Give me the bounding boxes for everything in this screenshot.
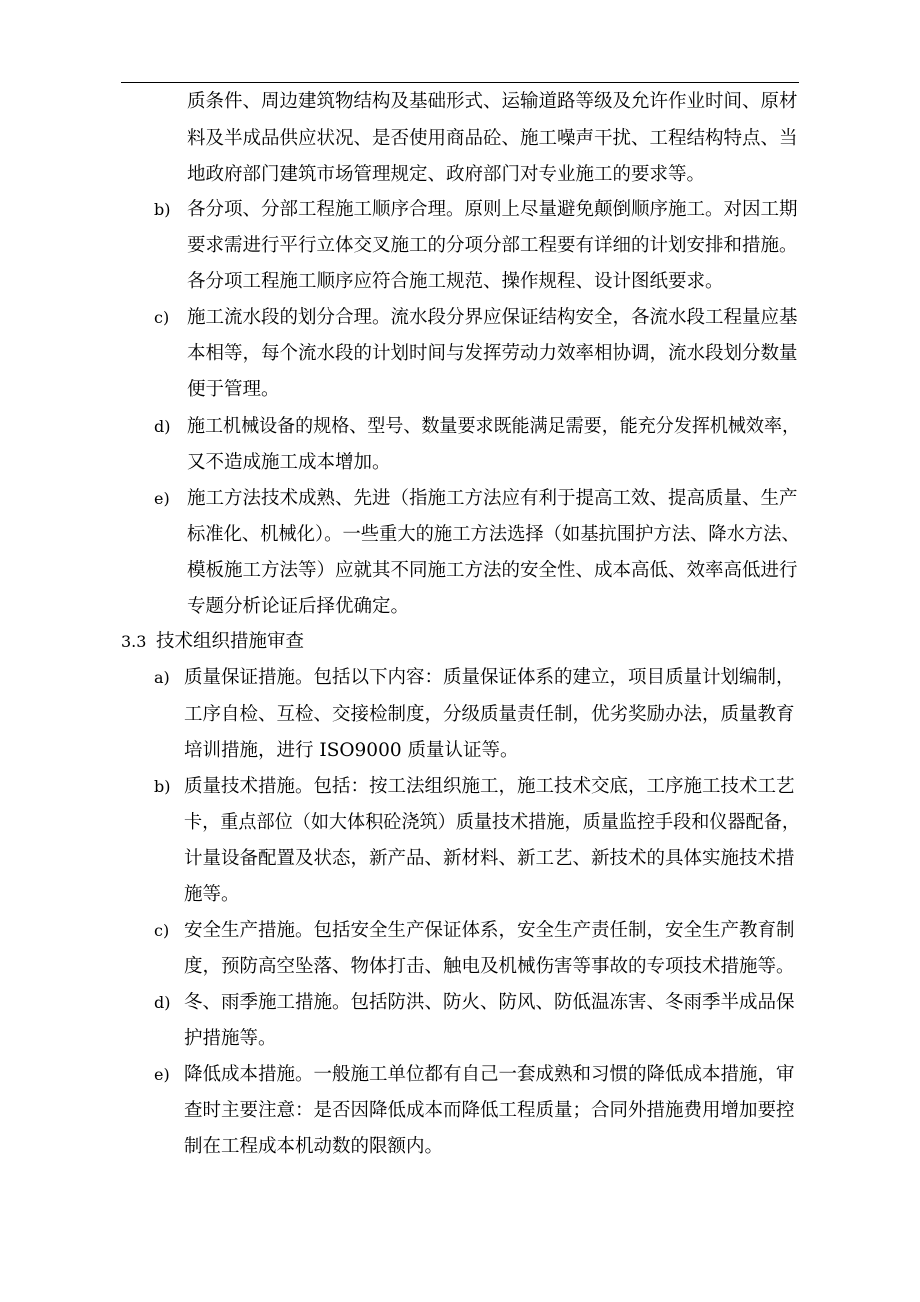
text-line: 质量保证措施。包括以下内容：质量保证体系的建立，项目质量计划编制，: [184, 667, 795, 688]
text-line: 冬、雨季施工措施。包括防洪、防火、防风、防低温冻害、冬雨季半成品保: [184, 992, 795, 1013]
text-line: 降低成本措施。一般施工单位都有自己一套成熟和习惯的降低成本措施，审: [184, 1064, 795, 1085]
text-line: 料及半成品供应状况、是否使用商品砼、施工噪声干扰、工程结构特点、当: [187, 128, 798, 149]
text-line: 卡，重点部位（如大体积砼浇筑）质量技术措施，质量监控手段和仪器配备，: [184, 812, 800, 833]
text-line: 施等。: [184, 884, 240, 905]
text-line: 专题分析论证后择优确定。: [187, 596, 410, 617]
text-line: 施工机械设备的规格、型号、数量要求既能满足需要，能充分发挥机械效率，: [187, 416, 801, 437]
text-line: 地政府部门建筑市场管理规定、政府部门对专业施工的要求等。: [187, 164, 706, 185]
text-line: 查时主要注意：是否因降低成本而降低工程质量；合同外措施费用增加要控: [184, 1100, 795, 1121]
text-line: 安全生产措施。包括安全生产保证体系，安全生产责任制，安全生产教育制: [184, 920, 795, 941]
text-line: 质量技术措施。包括：按工法组织施工，施工技术交底，工序施工技术工艺: [184, 776, 795, 797]
text-line: 护措施等。: [184, 1028, 277, 1049]
text-line: 制在工程成本机动数的限额内。: [184, 1136, 444, 1157]
list-marker: e): [154, 1065, 170, 1084]
list-marker: e): [154, 489, 170, 508]
text-line: 质条件、周边建筑物结构及基础形式、运输道路等级及允许作业时间、原材: [187, 91, 798, 112]
text-line: 要求需进行平行立体交叉施工的分项分部工程要有详细的计划安排和措施。: [187, 235, 798, 256]
text-line: 施工方法技术成熟、先进（指施工方法应有利于提高工效、提高质量、生产: [187, 488, 798, 509]
text-line: 培训措施，进行 ISO9000 质量认证等。: [184, 740, 519, 761]
text-line: 各分项、分部工程施工顺序合理。原则上尽量避免颠倒顺序施工。对因工期: [187, 199, 798, 220]
section-number: 3.3: [121, 632, 147, 651]
text-line: 各分项工程施工顺序应符合施工规范、操作规程、设计图纸要求。: [187, 271, 724, 292]
text-line: 便于管理。: [187, 379, 280, 400]
list-marker: c): [154, 921, 170, 940]
text-line: 模板施工方法等）应就其不同施工方法的安全性、成本高低、效率高低进行: [187, 560, 798, 581]
list-marker: c): [154, 308, 170, 327]
text-line: 标准化、机械化）。一些重大的施工方法选择（如基抗围护方法、降水方法、: [187, 524, 800, 545]
text-line: 施工流水段的划分合理。流水段分界应保证结构安全，各流水段工程量应基: [187, 307, 798, 328]
list-marker: a): [154, 668, 170, 687]
text-line: 计量设备配置及状态，新产品、新材料、新工艺、新技术的具体实施技术措: [184, 848, 795, 869]
text-line: 度，预防高空坠落、物体打击、触电及机械伤害等事故的专项技术措施等。: [184, 956, 795, 977]
list-marker: b): [154, 777, 171, 796]
list-marker: b): [154, 200, 171, 219]
list-marker: d): [154, 417, 171, 436]
header-rule: [121, 82, 799, 83]
text-line: 又不造成施工成本增加。: [187, 452, 391, 473]
section-title: 技术组织措施审查: [156, 631, 305, 652]
list-marker: d): [154, 993, 171, 1012]
text-line: 本相等，每个流水段的计划时间与发挥劳动力效率相协调，流水段划分数量: [187, 343, 798, 364]
text-line: 工序自检、互检、交接检制度，分级质量责任制，优劣奖励办法，质量教育: [184, 704, 795, 725]
